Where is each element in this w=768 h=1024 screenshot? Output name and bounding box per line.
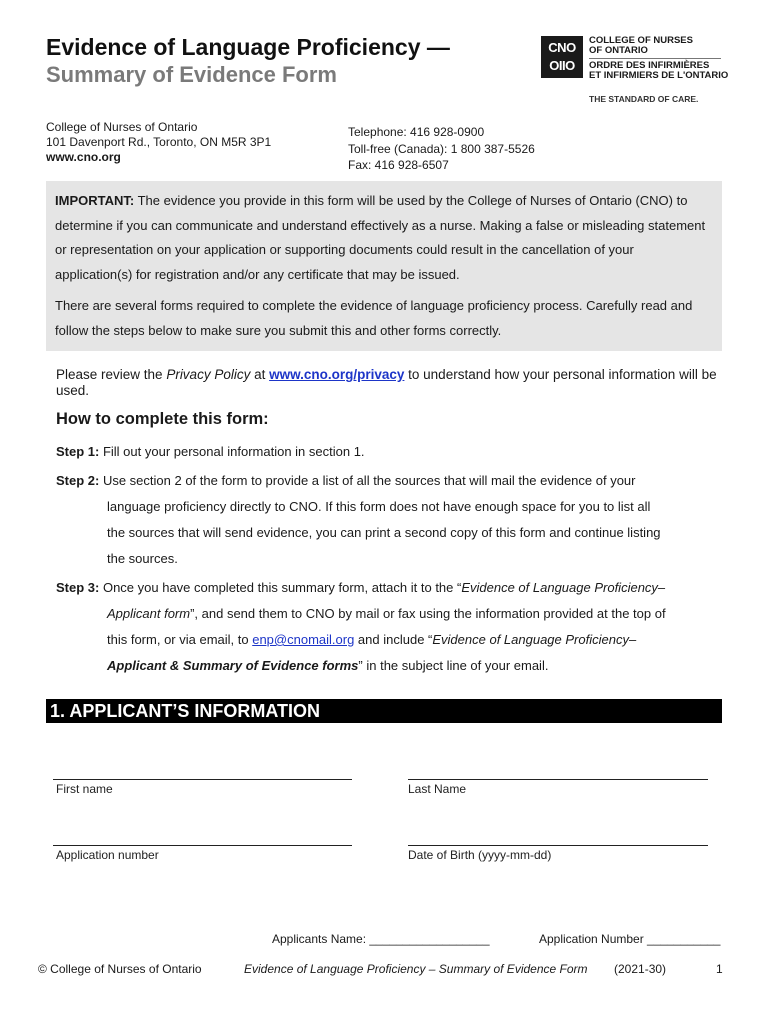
footer-form-title: Evidence of Language Proficiency – Summary of Evidence Form xyxy=(244,962,588,976)
email-link[interactable]: enp@cnomail.org xyxy=(252,632,355,647)
important-notice xyxy=(46,181,722,351)
org-contact xyxy=(348,124,535,174)
privacy-link[interactable]: www.cno.org/privacy xyxy=(269,367,405,382)
footer-form-code: (2021-30) xyxy=(614,962,667,976)
step-1: Step 1: Fill out your personal information in section 1. xyxy=(56,444,365,459)
org-street: 101 Davenport Rd., Toronto, ON M5R 3P1 xyxy=(46,135,272,149)
footer-copyright: © College of Nurses of Ontario xyxy=(38,962,202,976)
form-subtitle: Summary of Evidence Form xyxy=(46,62,337,87)
org-name: College of Nurses of Ontario xyxy=(46,120,198,134)
privacy-note: Please review the Privacy Policy at www.cno.org/privacy to understand how your personal information will be used. xyxy=(56,367,717,398)
footer-application-number: Application Number ___________ xyxy=(539,932,721,946)
org-website: www.cno.org xyxy=(46,150,121,164)
step-3: Step 3: Once you have completed this summary form, attach it to the “Evidence of Language Proficiency– Applicant form”, and send them to CNO by mail or fax using the information provided at the top of this form, or via email, to enp@cnomail.org and include “Evidence of Language Proficiency– Applicant & Summary of Evidence forms” in the subject line of your email. xyxy=(56,580,666,673)
cno-logo xyxy=(541,36,741,108)
important-label: IMPORTANT: xyxy=(55,193,135,208)
important-text: The evidence you provide in this form will be used by the College of Nurses of Ontario (CNO) to determine if you can communicate and understand effectively as a nurse. Making a false or misleading statement or representation on your application or supporting documents could result in the cancellation of your application(s) for registration and/or any certificate that may be issued. xyxy=(55,193,706,282)
first-name-label: First name xyxy=(56,782,113,796)
application-number-label: Application number xyxy=(56,848,159,862)
section-1-heading: 1. APPLICANT’S INFORMATION xyxy=(46,699,722,723)
last-name-field[interactable] xyxy=(408,779,708,780)
org-fax: Fax: 416 928-6507 xyxy=(348,158,449,172)
org-telephone: Telephone: 416 928-0900 xyxy=(348,125,485,139)
important-text-2: There are several forms required to complete the evidence of language proficiency process. Carefully read and follow the steps below to make sure you submit this and other forms correctly. xyxy=(55,298,693,338)
first-name-field[interactable] xyxy=(53,779,352,780)
org-address xyxy=(46,120,271,165)
footer-page-number: 1 xyxy=(716,962,723,976)
dob-field[interactable] xyxy=(408,845,708,846)
last-name-label: Last Name xyxy=(408,782,467,796)
cno-logo-mark: CNO OIIO xyxy=(541,36,583,78)
form-title: Evidence of Language Proficiency — xyxy=(46,34,450,60)
step-2: Step 2: Use section 2 of the form to provide a list of all the sources that will mail the evidence of your language proficiency directly to CNO. If this form does not have enough space for you to list all the sources that will send evidence, you can print a second copy of this form and continue listing the sources. xyxy=(56,473,661,566)
cno-logo-name: COLLEGE OF NURSES OF ONTARIO ORDRE DES INFIRMIÈRES ET INFIRMIERS DE L'ONTARIO xyxy=(589,35,729,81)
application-number-field[interactable] xyxy=(53,845,352,846)
cno-tagline: THE STANDARD OF CARE. xyxy=(589,94,699,104)
dob-label: Date of Birth (yyyy-mm-dd) xyxy=(408,848,552,862)
footer-applicants-name: Applicants Name: __________________ xyxy=(272,932,490,946)
org-tollfree: Toll-free (Canada): 1 800 387-5526 xyxy=(348,141,535,156)
howto-heading: How to complete this form: xyxy=(56,410,269,428)
